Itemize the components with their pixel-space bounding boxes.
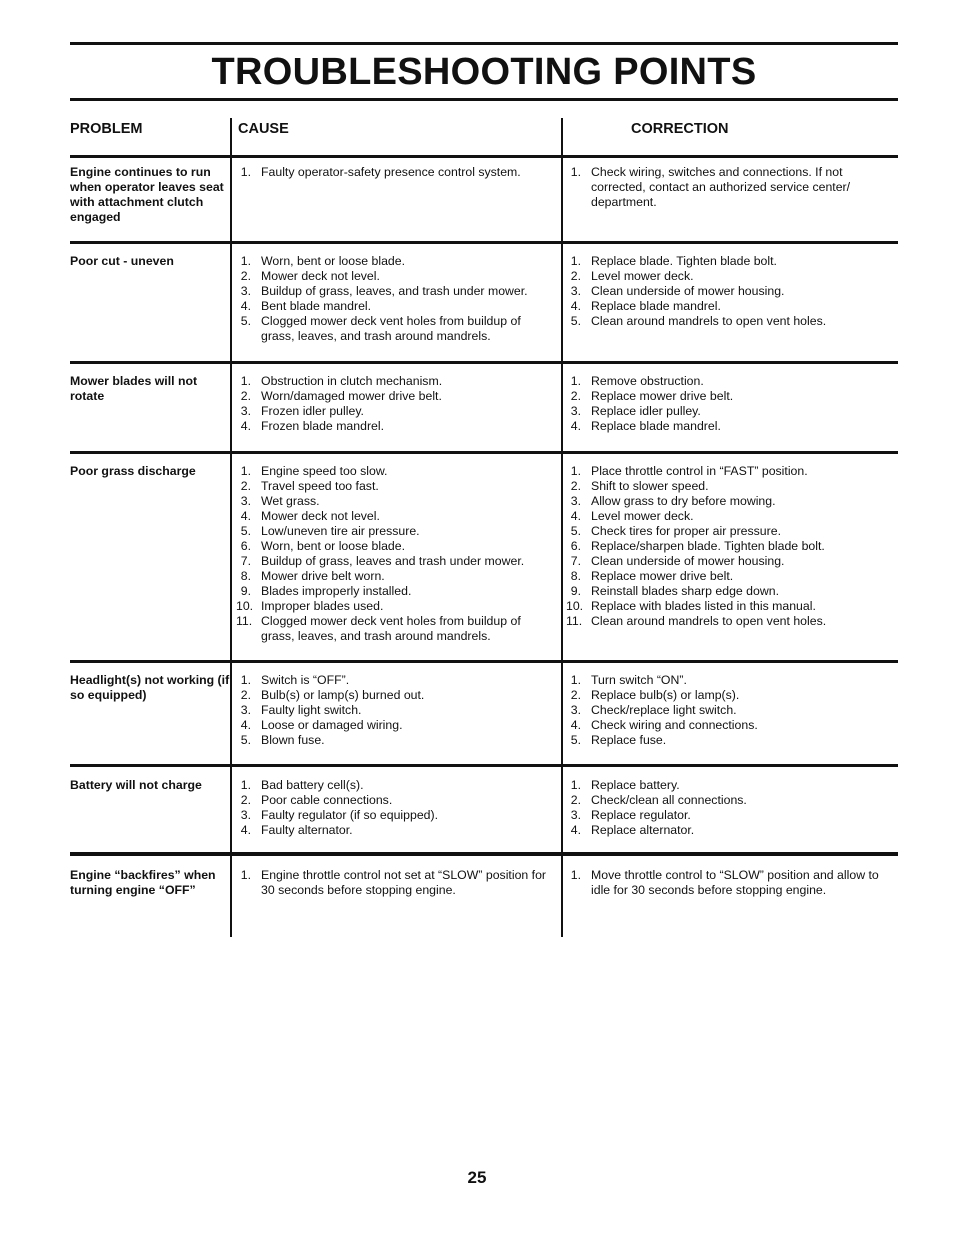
item-number: 1. (570, 374, 581, 388)
item-text: Wet grass. (261, 494, 320, 508)
item-text: Low/uneven tire air pressure. (261, 524, 420, 538)
row-divider (70, 852, 898, 856)
item-number: 6. (240, 539, 251, 553)
item-text: Poor cable connections. (261, 793, 393, 807)
correction-item (566, 539, 886, 554)
cause-item (236, 524, 556, 539)
item-number: 1. (570, 254, 581, 268)
header-cause: CAUSE (238, 121, 289, 137)
item-text: Replace idler pulley. (591, 404, 701, 418)
item-number: 2. (570, 269, 581, 283)
item-number: 6. (570, 539, 581, 553)
cause-item (236, 823, 556, 838)
item-text: Buildup of grass, leaves, and trash under mower. (261, 284, 528, 298)
correction-item (566, 569, 886, 584)
cause-item (236, 299, 556, 314)
item-text: Bad battery cell(s). (261, 778, 364, 792)
correction-item (566, 479, 886, 494)
cause-item (236, 688, 556, 703)
cause-item (236, 509, 556, 524)
item-number: 4. (570, 419, 581, 433)
row-divider (70, 361, 898, 364)
top-rule (70, 42, 898, 45)
item-number: 10. (236, 599, 254, 613)
item-text: Worn/damaged mower drive belt. (261, 389, 442, 403)
item-number: 5. (570, 314, 581, 328)
item-number: 1. (570, 464, 581, 478)
item-number: 10. (566, 599, 584, 613)
cause-item (236, 479, 556, 494)
item-number: 9. (570, 584, 581, 598)
correction-item (566, 688, 886, 703)
item-number: 3. (240, 494, 251, 508)
correction-item (566, 584, 886, 599)
item-number: 5. (240, 733, 251, 747)
item-text: Shift to slower speed. (591, 479, 709, 493)
correction-item (566, 614, 886, 629)
item-text: Clogged mower deck vent holes from buildup of grass, leaves, and trash around mandrels. (261, 314, 521, 343)
cause-item (236, 778, 556, 793)
item-text: Level mower deck. (591, 509, 694, 523)
item-number: 4. (240, 299, 251, 313)
problem-cell: Poor grass discharge (70, 464, 196, 478)
item-text: Replace with blades listed in this manual. (591, 599, 816, 613)
item-number: 1. (570, 673, 581, 687)
cause-list (236, 778, 556, 838)
item-number: 4. (570, 823, 581, 837)
cause-item (236, 314, 556, 344)
cause-item (236, 165, 556, 180)
item-number: 8. (570, 569, 581, 583)
correction-item (566, 823, 886, 838)
cause-item (236, 868, 556, 898)
item-number: 3. (240, 404, 251, 418)
item-text: Clean around mandrels to open vent holes. (591, 614, 827, 628)
item-number: 3. (240, 284, 251, 298)
item-text: Faulty light switch. (261, 703, 362, 717)
cause-item (236, 269, 556, 284)
cause-item (236, 419, 556, 434)
item-number: 2. (240, 479, 251, 493)
item-number: 2. (570, 688, 581, 702)
correction-list (566, 374, 886, 434)
problem-cell: Poor cut - uneven (70, 254, 174, 268)
cause-item (236, 569, 556, 584)
item-text: Worn, bent or loose blade. (261, 539, 406, 553)
item-number: 2. (240, 688, 251, 702)
item-number: 3. (570, 808, 581, 822)
item-number: 2. (240, 793, 251, 807)
cause-item (236, 793, 556, 808)
row-divider (70, 660, 898, 663)
cause-item (236, 554, 556, 569)
item-text: Check wiring, switches and connections. If not corrected, contact an authorized service center/ department. (591, 165, 851, 209)
item-number: 2. (240, 269, 251, 283)
correction-item (566, 673, 886, 688)
header-problem: PROBLEM (70, 121, 143, 137)
correction-item (566, 374, 886, 389)
item-number: 1. (240, 254, 251, 268)
cause-item (236, 584, 556, 599)
item-number: 1. (240, 374, 251, 388)
correction-item (566, 165, 886, 210)
item-number: 4. (240, 509, 251, 523)
item-number: 4. (240, 718, 251, 732)
correction-list (566, 254, 886, 329)
problem-cell: Engine “backfires” when turning engine “OFF” (70, 868, 216, 897)
item-text: Worn, bent or loose blade. (261, 254, 406, 268)
item-number: 1. (240, 165, 251, 179)
item-text: Faulty regulator (if so equipped). (261, 808, 439, 822)
item-number: 3. (570, 703, 581, 717)
item-number: 4. (570, 299, 581, 313)
item-text: Replace battery. (591, 778, 680, 792)
item-text: Check wiring and connections. (591, 718, 758, 732)
item-number: 1. (570, 778, 581, 792)
item-text: Replace bulb(s) or lamp(s). (591, 688, 740, 702)
item-number: 2. (570, 389, 581, 403)
item-text: Clogged mower deck vent holes from buildup of grass, leaves, and trash around mandrels. (261, 614, 521, 643)
item-number: 1. (240, 464, 251, 478)
cause-list (236, 165, 556, 180)
item-number: 4. (570, 509, 581, 523)
item-text: Check tires for proper air pressure. (591, 524, 781, 538)
item-text: Switch is “OFF”. (261, 673, 350, 687)
cause-item (236, 673, 556, 688)
item-text: Place throttle control in “FAST” position. (591, 464, 808, 478)
header-correction: CORRECTION (631, 121, 729, 137)
cause-item (236, 374, 556, 389)
item-text: Replace blade. Tighten blade bolt. (591, 254, 777, 268)
problem-cell: Engine continues to run when operator leaves seat with attachment clutch engaged (70, 165, 224, 224)
item-number: 5. (570, 524, 581, 538)
correction-item (566, 808, 886, 823)
item-number: 4. (240, 419, 251, 433)
correction-item (566, 703, 886, 718)
item-number: 1. (240, 673, 251, 687)
cause-item (236, 404, 556, 419)
cause-item (236, 733, 556, 748)
item-text: Reinstall blades sharp edge down. (591, 584, 779, 598)
problem-cell: Headlight(s) not working (if so equipped) (70, 673, 230, 702)
item-number: 3. (570, 494, 581, 508)
cause-item (236, 614, 556, 644)
correction-item (566, 509, 886, 524)
item-text: Engine speed too slow. (261, 464, 388, 478)
item-text: Clean underside of mower housing. (591, 554, 785, 568)
cause-list (236, 673, 556, 748)
item-number: 2. (570, 479, 581, 493)
correction-item (566, 464, 886, 479)
item-text: Replace mower drive belt. (591, 389, 734, 403)
correction-item (566, 868, 886, 898)
item-text: Move throttle control to “SLOW” position and allow to idle for 30 seconds before stopping engine. (591, 868, 879, 897)
item-text: Bent blade mandrel. (261, 299, 372, 313)
item-text: Replace regulator. (591, 808, 691, 822)
item-text: Faulty operator-safety presence control system. (261, 165, 521, 179)
item-number: 5. (240, 524, 251, 538)
cause-item (236, 254, 556, 269)
item-text: Remove obstruction. (591, 374, 704, 388)
problem-cell: Battery will not charge (70, 778, 202, 792)
correction-item (566, 733, 886, 748)
item-text: Mower deck not level. (261, 509, 380, 523)
item-number: 1. (240, 868, 251, 882)
correction-item (566, 554, 886, 569)
item-number: 7. (570, 554, 581, 568)
item-text: Engine throttle control not set at “SLOW” position for 30 seconds before stopping engine. (261, 868, 547, 897)
row-divider (70, 155, 898, 158)
correction-item (566, 778, 886, 793)
item-number: 11. (566, 614, 583, 628)
item-text: Frozen blade mandrel. (261, 419, 385, 433)
item-text: Loose or damaged wiring. (261, 718, 403, 732)
item-text: Faulty alternator. (261, 823, 353, 837)
item-number: 1. (570, 165, 581, 179)
cause-item (236, 539, 556, 554)
row-divider (70, 241, 898, 244)
item-text: Frozen idler pulley. (261, 404, 364, 418)
cause-item (236, 599, 556, 614)
item-number: 1. (570, 868, 581, 882)
item-text: Buildup of grass, leaves and trash under mower. (261, 554, 525, 568)
correction-item (566, 254, 886, 269)
item-number: 11. (236, 614, 253, 628)
correction-item (566, 793, 886, 808)
correction-list (566, 868, 886, 898)
cause-list (236, 868, 556, 898)
item-text: Replace/sharpen blade. Tighten blade bolt. (591, 539, 825, 553)
cause-item (236, 284, 556, 299)
item-number: 2. (570, 793, 581, 807)
cause-item (236, 703, 556, 718)
cause-list (236, 254, 556, 344)
item-number: 5. (240, 314, 251, 328)
item-text: Travel speed too fast. (261, 479, 379, 493)
cause-item (236, 464, 556, 479)
row-divider (70, 764, 898, 767)
correction-item (566, 284, 886, 299)
correction-list (566, 165, 886, 210)
item-number: 3. (570, 404, 581, 418)
item-number: 3. (570, 284, 581, 298)
item-number: 3. (240, 703, 251, 717)
correction-item (566, 524, 886, 539)
item-number: 9. (240, 584, 251, 598)
item-number: 4. (240, 823, 251, 837)
correction-list (566, 778, 886, 838)
correction-item (566, 299, 886, 314)
correction-item (566, 599, 886, 614)
item-text: Clean underside of mower housing. (591, 284, 785, 298)
correction-item (566, 389, 886, 404)
cause-item (236, 389, 556, 404)
cause-item (236, 718, 556, 733)
item-text: Turn switch “ON”. (591, 673, 687, 687)
item-number: 1. (240, 778, 251, 792)
cause-item (236, 808, 556, 823)
correction-list (566, 464, 886, 629)
correction-item (566, 269, 886, 284)
correction-item (566, 494, 886, 509)
item-text: Mower deck not level. (261, 269, 380, 283)
item-text: Level mower deck. (591, 269, 694, 283)
item-text: Replace alternator. (591, 823, 695, 837)
item-text: Allow grass to dry before mowing. (591, 494, 776, 508)
item-number: 5. (570, 733, 581, 747)
item-text: Mower drive belt worn. (261, 569, 385, 583)
item-text: Obstruction in clutch mechanism. (261, 374, 443, 388)
item-text: Check/clean all connections. (591, 793, 747, 807)
correction-item (566, 404, 886, 419)
cause-item (236, 494, 556, 509)
page-number: 25 (467, 1168, 487, 1187)
correction-item (566, 314, 886, 329)
item-number: 4. (570, 718, 581, 732)
item-text: Blown fuse. (261, 733, 325, 747)
item-text: Replace mower drive belt. (591, 569, 734, 583)
item-number: 2. (240, 389, 251, 403)
item-text: Improper blades used. (261, 599, 384, 613)
item-text: Clean around mandrels to open vent holes. (591, 314, 827, 328)
correction-item (566, 419, 886, 434)
item-text: Replace blade mandrel. (591, 419, 721, 433)
cause-list (236, 374, 556, 434)
page-title: TROUBLESHOOTING POINTS (211, 51, 757, 93)
item-text: Bulb(s) or lamp(s) burned out. (261, 688, 425, 702)
row-divider (70, 451, 898, 454)
item-text: Check/replace light switch. (591, 703, 737, 717)
title-bottom-rule (70, 98, 898, 101)
cause-list (236, 464, 556, 644)
item-text: Replace blade mandrel. (591, 299, 721, 313)
item-number: 3. (240, 808, 251, 822)
correction-list (566, 673, 886, 748)
correction-item (566, 718, 886, 733)
problem-cell: Mower blades will not rotate (70, 374, 198, 403)
item-text: Replace fuse. (591, 733, 667, 747)
item-number: 7. (240, 554, 251, 568)
item-number: 8. (240, 569, 251, 583)
item-text: Blades improperly installed. (261, 584, 412, 598)
